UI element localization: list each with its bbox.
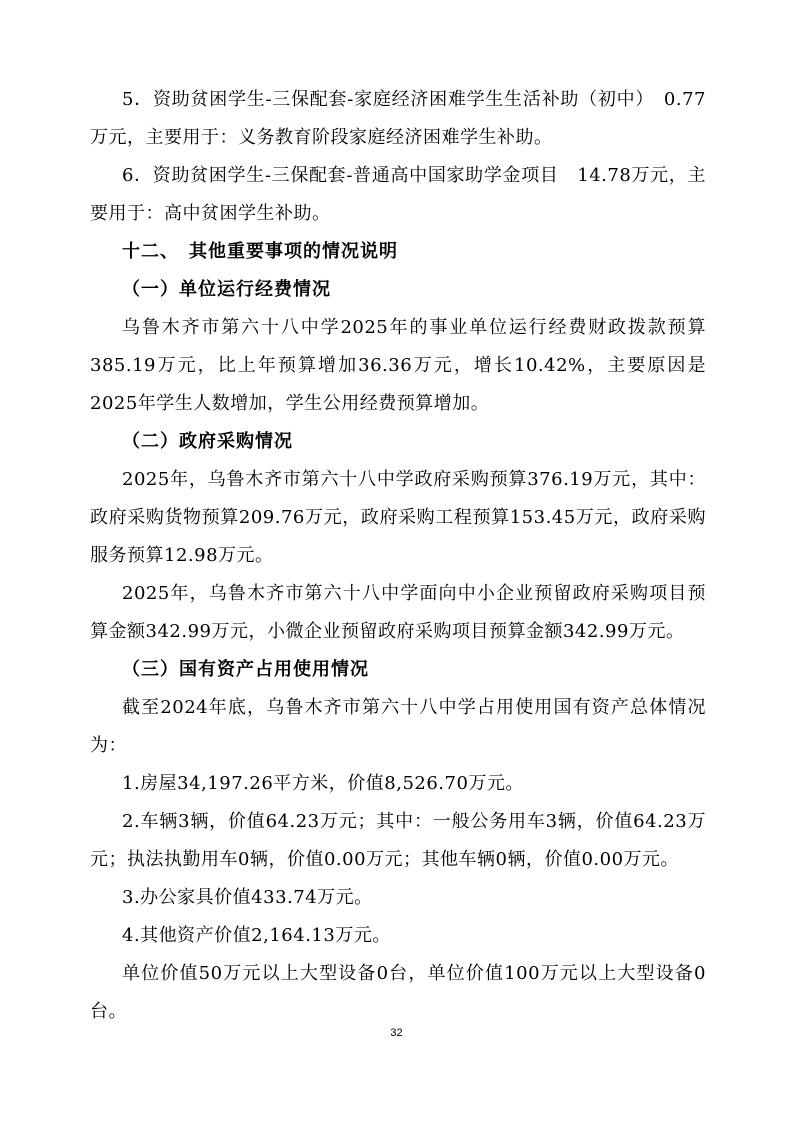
state-assets-intro: 截至2024年底，乌鲁木齐市第六十八中学占用使用国有资产总体情况为：: [90, 697, 706, 756]
operating-expenses-text: 乌鲁木齐市第六十八中学2025年的事业单位运行经费财政拨款预算385.19万元，比上年预算增加36.36万元，增长10.42%，主要原因是2025年学生人数增加，学生公用经费预算增加。: [90, 317, 706, 414]
asset-item-furniture: 3.办公家具价值433.74万元。: [122, 887, 373, 908]
section-heading-12: 十二、 其他重要事项的情况说明: [122, 241, 398, 262]
subsection-heading-procurement: （二）政府采购情况: [122, 431, 293, 452]
page-content: [90, 81, 706, 1031]
large-equipment-text: 单位价值50万元以上大型设备0台，单位价值100万元以上大型设备0台。: [90, 963, 706, 1022]
subsection-heading-operating-expenses: （一）单位运行经费情况: [122, 279, 331, 300]
paragraph-item-5: 5．资助贫困学生-三保配套-家庭经济困难学生生活补助（初中） 0.77万元，主要用于：义务教育阶段家庭经济困难学生补助。: [90, 89, 706, 148]
subsection-heading-state-assets: （三）国有资产占用使用情况: [122, 659, 369, 680]
asset-item-buildings: 1.房屋34,197.26平方米，价值8,526.70万元。: [122, 773, 524, 794]
procurement-text-1: 2025年，乌鲁木齐市第六十八中学政府采购预算376.19万元，其中：政府采购货物预算209.76万元，政府采购工程预算153.45万元，政府采购服务预算12.98万元。: [90, 469, 706, 566]
paragraph-item-6: 6．资助贫困学生-三保配套-普通高中国家助学金项目 14.78万元，主要用于：高中贫困学生补助。: [90, 165, 706, 224]
asset-item-other: 4.其他资产价值2,164.13万元。: [122, 925, 391, 946]
procurement-text-2: 2025年，乌鲁木齐市第六十八中学面向中小企业预留政府采购项目预算金额342.99万元，小微企业预留政府采购项目预算金额342.99万元。: [90, 583, 706, 642]
page-number: 32: [390, 1027, 403, 1039]
asset-item-vehicles: 2.车辆3辆，价值64.23万元；其中：一般公务用车3辆，价值64.23万元；执法执勤用车0辆，价值0.00万元；其他车辆0辆，价值0.00万元。: [90, 811, 706, 870]
